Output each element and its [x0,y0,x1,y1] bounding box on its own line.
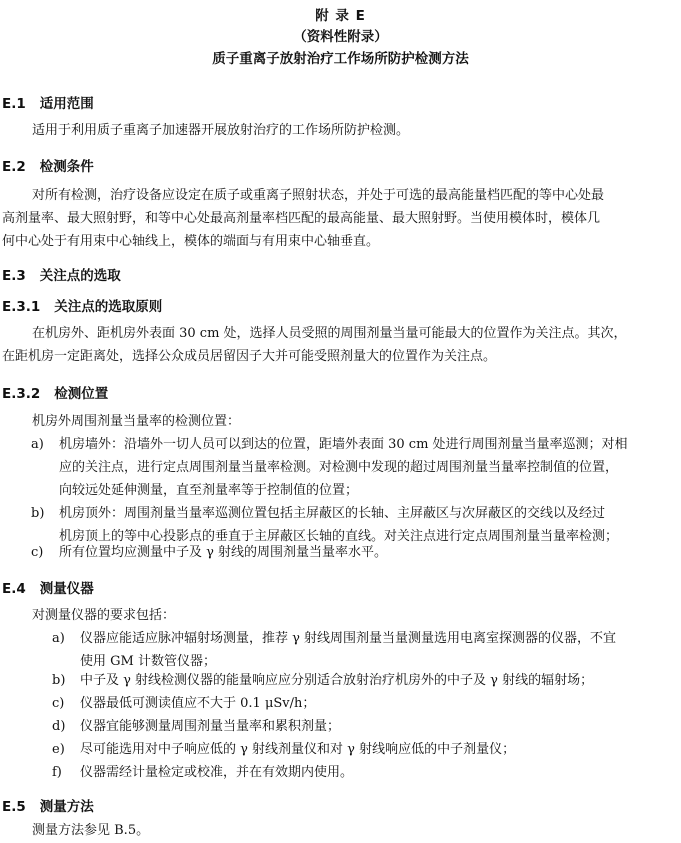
list-item-line: 应的关注点，进行定点周围剂量当量率检测。对检测中发现的超过周围剂量当量率控制值的位置， [59,460,619,475]
section-title: 测量方法 [39,799,94,815]
list-marker: e) [52,742,65,757]
list-item-line: 使用 GM 计数管仪器； [80,654,216,669]
section-e2-line-2: 高剂量率、最大照射野，和等中心处最高剂量率档匹配的最高能量、最大照射野。当使用模体时，模体几 [2,211,601,226]
list-marker: b) [52,673,66,688]
section-title: 检测位置 [54,386,109,402]
list-marker: f) [52,765,62,780]
section-e1-body: 适用于利用质子重离子加速器开展放射治疗的工作场所防护检测。 [32,123,410,138]
section-e2-line-1: 对所有检测，治疗设备应设定在质子或重离子照射状态，并处于可选的最高能量档匹配的等中心处最 [32,188,605,203]
list-marker: a) [31,437,44,452]
section-heading-e3 [2,264,121,284]
list-marker: c) [31,545,44,560]
section-heading-e5 [2,795,94,815]
list-item [52,627,672,673]
list-marker: c) [52,696,65,711]
list-item-line: 所有位置均应测量中子及 γ 射线的周围剂量当量率水平。 [59,545,388,560]
section-title: 适用范围 [39,96,94,112]
list-marker: d) [52,719,66,734]
list-item-line: 仪器应能适应脉冲辐射场测量，推荐 γ 射线周围剂量当量测量选用电离室探测器的仪器，不宜 [80,631,617,646]
section-number: E.3.2 [2,386,41,402]
list-item [52,692,672,715]
section-heading-e3-1 [2,295,162,315]
list-item-line: 向较远处延伸测量，直至剂量率等于控制值的位置； [59,483,359,498]
section-heading-e3-2 [2,382,108,402]
section-heading-e2 [2,155,94,175]
section-e3-2-intro: 机房外周围剂量当量率的检测位置： [32,414,241,429]
section-e4-intro: 对测量仪器的要求包括： [32,608,176,623]
section-number: E.5 [2,799,26,815]
list-item [52,715,672,738]
appendix-type: （资料性附录） [293,29,388,45]
list-item-line: 中子及 γ 射线检测仪器的能量响应应分别适合放射治疗机房外的中子及 γ 射线的辐射场； [80,673,594,688]
list-item [52,761,672,784]
list-item [52,669,672,692]
list-item [52,738,672,761]
section-title: 检测条件 [39,159,94,175]
section-e2-line-3: 何中心处于有用束中心轴线上，模体的端面与有用束中心轴垂直。 [2,234,380,249]
section-heading-e4 [2,577,94,597]
list-item-line: 尽可能选用对中子响应低的 γ 射线剂量仪和对 γ 射线响应低的中子剂量仪； [80,742,516,757]
section-title: 关注点的选取原则 [54,299,163,315]
list-marker: a) [52,631,65,646]
section-e5-body: 测量方法参见 B.5。 [32,823,150,838]
appendix-label: 附 录 E [315,8,366,24]
appendix-title: 质子重离子放射治疗工作场所防护检测方法 [212,51,469,67]
section-number: E.3.1 [2,299,41,315]
list-item [31,541,671,564]
list-marker: b) [31,506,45,521]
list-item-line: 机房墙外：沿墙外一切人员可以到达的位置，距墙外表面 30 cm 处进行周围剂量当量率巡测；对相 [59,437,628,452]
section-number: E.4 [2,581,26,597]
list-item-line: 机房顶上的等中心投影点的垂直于主屏蔽区长轴的直线。对关注点进行定点周围剂量当量率检测； [59,529,619,544]
list-item-line: 仪器需经计量检定或校准，并在有效期内使用。 [80,765,354,780]
list-item-line: 机房顶外：周围剂量当量率巡测位置包括主屏蔽区的长轴、主屏蔽区与次屏蔽区的交线以及经过 [59,506,606,521]
section-number: E.3 [2,268,26,284]
list-item-line: 仪器最低可测读值应不大于 0.1 μSv/h； [80,696,316,711]
section-e3-1-line-2: 在距机房一定距离处，选择公众成员居留因子大并可能受照剂量大的位置作为关注点。 [2,349,497,364]
section-title: 关注点的选取 [39,268,121,284]
section-heading-e1 [2,92,94,112]
section-e3-1-line-1: 在机房外、距机房外表面 30 cm 处，选择人员受照的周围剂量当量可能最大的位置作为关注点。其次， [32,326,627,341]
section-number: E.1 [2,96,26,112]
section-title: 测量仪器 [39,581,94,597]
list-item [31,433,671,502]
section-number: E.2 [2,159,26,175]
list-item-line: 仪器宜能够测量周围剂量当量率和累积剂量； [80,719,341,734]
